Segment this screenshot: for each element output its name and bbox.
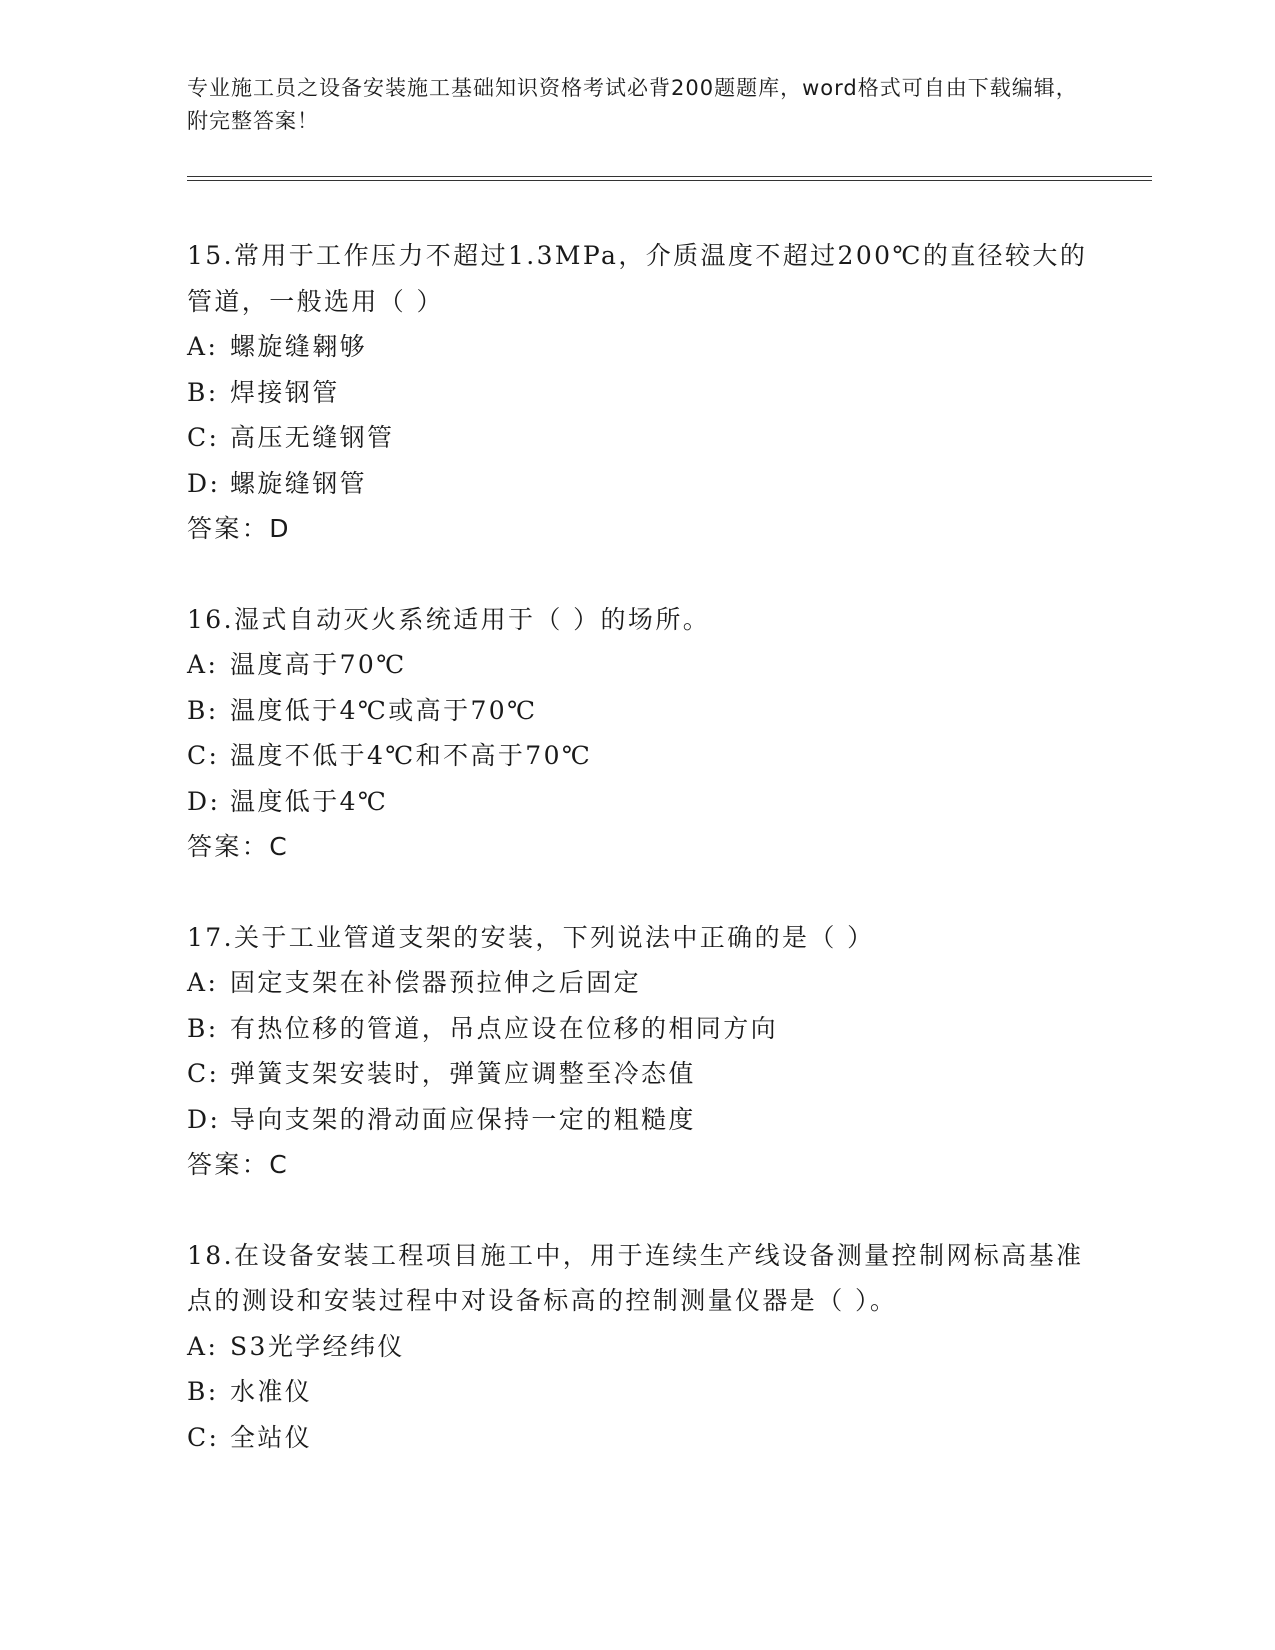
header-divider [187,176,1152,181]
option-letter: C: [187,1422,220,1452]
option-text: 焊接钢管 [230,377,340,407]
option-a [187,960,1107,1006]
option-text: 全站仪 [230,1422,313,1452]
option-letter: A: [187,650,219,679]
option-c [187,415,1107,461]
option-text: 温度高于70℃ [230,650,407,679]
document-header: 专业施工员之设备安装施工基础知识资格考试必背200题题库，word格式可自由下载编辑，附完整答案！ [187,76,1078,133]
question-number: 17. [187,922,234,952]
answer-line: 答案：C [187,832,290,861]
option-d [187,1097,1107,1143]
answer-line: 答案：C [187,1150,290,1179]
option-d [187,779,1107,825]
option-b [187,688,1107,734]
question-stem [187,915,1107,961]
option-letter: B: [187,377,219,407]
option-text: 水准仪 [230,1377,313,1406]
option-letter: A: [187,1331,219,1361]
question-list [187,233,1107,1505]
option-letter: A: [187,968,219,997]
option-text: S3光学经纬仪 [230,1331,405,1361]
answer-line: 答案：D [187,514,291,543]
option-c [187,733,1107,779]
option-letter: C: [187,423,220,452]
question-15 [187,233,1107,552]
option-letter: B: [187,1013,219,1043]
option-text: 温度不低于4℃和不高于70℃ [230,741,593,770]
question-text: 在设备安装工程项目施工中，用于连续生产线设备测量控制网标高基准点的测设和安装过程中对设备标高的控制测量仪器是（ ）。 [187,1240,1084,1315]
option-b [187,1006,1107,1052]
option-c [187,1415,1107,1461]
option-text: 螺旋缝钢管 [230,468,368,498]
question-16 [187,597,1107,870]
question-text: 常用于工作压力不超过1.3MPa，介质温度不超过200℃的直径较大的管道，一般选用（ ） [187,241,1088,316]
option-b [187,1369,1107,1415]
question-text: 关于工业管道支架的安装，下列说法中正确的是（ ） [233,922,875,952]
option-text: 高压无缝钢管 [230,423,395,452]
question-stem [187,233,1107,324]
question-stem [187,597,1107,643]
option-letter: A: [187,332,219,361]
option-letter: B: [187,1377,219,1406]
option-letter: B: [187,695,219,725]
option-letter: C: [187,1059,220,1088]
option-letter: D: [187,786,221,816]
option-a [187,1324,1107,1370]
question-number: 15. [187,241,234,270]
option-text: 螺旋缝翱够 [230,332,368,361]
question-text: 湿式自动灭火系统适用于（ ）的场所。 [233,604,711,634]
option-a [187,642,1107,688]
option-letter: C: [187,741,220,770]
option-text: 固定支架在补偿器预拉伸之后固定 [230,968,642,997]
option-text: 弹簧支架安装时，弹簧应调整至冷态值 [230,1059,696,1088]
question-17 [187,915,1107,1188]
option-b [187,370,1107,416]
option-c [187,1051,1107,1097]
option-text: 温度低于4℃或高于70℃ [230,695,538,725]
option-text: 温度低于4℃ [230,786,389,816]
question-stem [187,1233,1107,1324]
option-letter: D: [187,468,221,498]
option-a [187,324,1107,370]
question-number: 16. [187,604,234,634]
option-text: 有热位移的管道，吊点应设在位移的相同方向 [230,1013,779,1043]
option-d [187,461,1107,507]
option-letter: D: [187,1104,221,1134]
question-18 [187,1233,1107,1461]
option-text: 导向支架的滑动面应保持一定的粗糙度 [230,1104,696,1134]
question-number: 18. [187,1240,234,1270]
